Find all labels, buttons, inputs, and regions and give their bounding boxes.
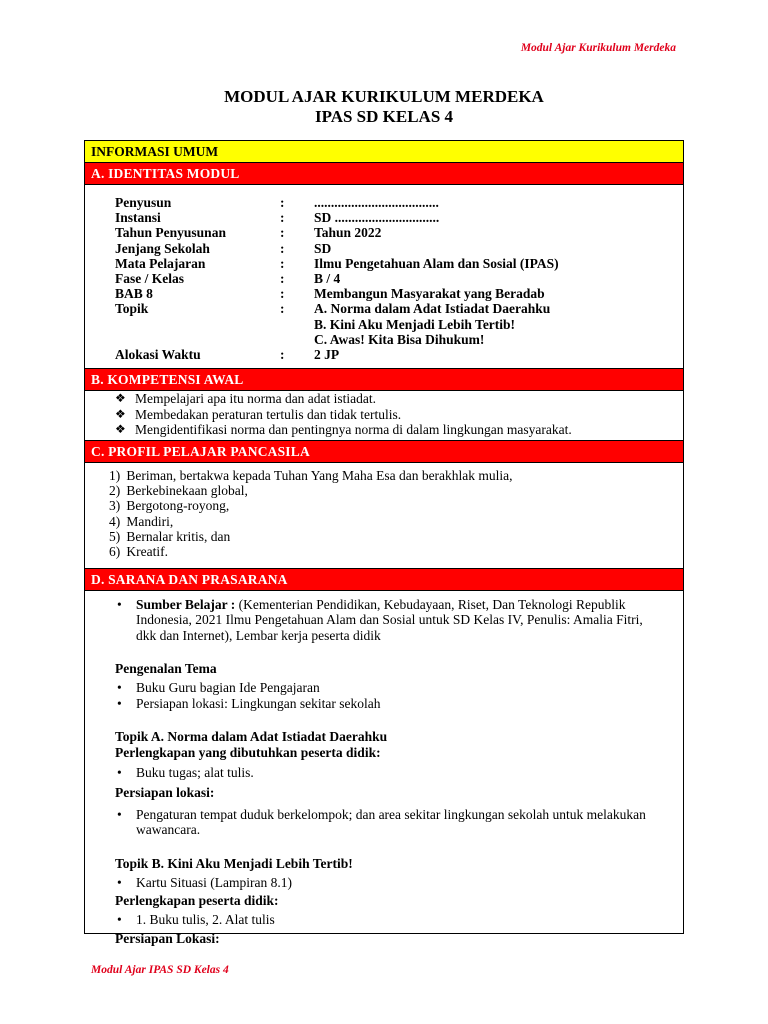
topik-b-heading: Topik B. Kini Aku Menjadi Lebih Tertib! — [115, 855, 353, 871]
list-item: ❖ Mengidentifikasi norma dan pentingnya norma di dalam lingkungan masyarakat. — [115, 422, 572, 438]
identitas-row: C. Awas! Kita Bisa Dihukum! — [314, 331, 485, 347]
list-item: • Kartu Situasi (Lampiran 8.1) — [117, 874, 292, 890]
list-item: • Buku Guru bagian Ide Pengajaran — [117, 680, 320, 696]
identitas-row: Jenjang Sekolah : SD — [115, 240, 332, 256]
identitas-row-alokasi: Alokasi Waktu : 2 JP — [115, 347, 340, 363]
list-item: 3) Bergotong-royong, — [109, 498, 230, 514]
section-identitas-modul: A. IDENTITAS MODUL — [85, 163, 683, 185]
module-table — [84, 140, 684, 946]
list-item: 1) Beriman, bertakwa kepada Tuhan Yang Maha Esa dan berakhlak mulia, — [109, 467, 513, 483]
running-header: Modul Ajar Kurikulum Merdeka — [520, 42, 676, 54]
list-item: • Sumber Belajar : (Kementerian Pendidikan, Kebudayaan, Riset, Dan Teknologi Republik Indonesia, 2021 Ilmu Pengetahuan Alam dan Sosial untuk SD Kelas IV, Penulis: Amalia Fitri, dkk dan Internet), Lembar kerja peserta didik — [117, 596, 643, 643]
document-title — [0, 87, 768, 127]
list-item: ❖ Membedakan peraturan tertulis dan tidak tertulis. — [115, 406, 402, 422]
list-item: 4) Mandiri, — [109, 513, 174, 529]
identitas-row: Fase / Kelas : B / 4 — [115, 271, 341, 287]
sumber-belajar-text: (Kementerian Pendidikan, Kebudayaan, Riset, Dan Teknologi Republik Indonesia, 2021 Ilmu Pengetahuan Alam dan Sosial untuk SD Kelas IV, Penulis: Amalia Fitri, dkk dan Internet), Lembar kerja peserta didik — [136, 596, 643, 643]
list-item: • Persiapan lokasi: Lingkungan sekitar sekolah — [117, 695, 381, 711]
section-informasi-umum: INFORMASI UMUM — [85, 141, 683, 163]
list-item: 2) Berkebinekaan global, — [109, 483, 248, 499]
section-sarana-prasarana: D. SARANA DAN PRASARANA — [85, 568, 683, 591]
identitas-row: Penyusun : ..................................... — [115, 195, 439, 210]
identitas-row: Mata Pelajaran : Ilmu Pengetahuan Alam dan Sosial (IPAS) — [115, 255, 559, 271]
sumber-belajar-label: Sumber Belajar : — [136, 596, 236, 612]
topik-a-perlengkapan-heading: Perlengkapan yang dibutuhkan peserta didik: — [115, 745, 381, 761]
kompetensi-list — [85, 391, 683, 440]
section-profil-pelajar: C. PROFIL PELAJAR PANCASILA — [85, 440, 683, 463]
title-line-1: MODUL AJAR KURIKULUM MERDEKA — [224, 87, 544, 106]
identitas-row: BAB 8 : Membangun Masyarakat yang Beradab — [115, 286, 545, 302]
topik-a-heading: Topik A. Norma dalam Adat Istiadat Daerahku — [115, 729, 388, 745]
list-item: • Pengaturan tempat duduk berkelompok; dan area sekitar lingkungan sekolah untuk melakukan wawancara. — [117, 806, 646, 838]
list-item: • 1. Buku tulis, 2. Alat tulis — [117, 912, 275, 928]
topik-a-lokasi-heading: Persiapan lokasi: — [115, 784, 215, 800]
identitas-row: B. Kini Aku Menjadi Lebih Tertib! — [314, 316, 516, 332]
identitas-row: Instansi : SD ............................... — [115, 210, 440, 226]
list-item: 5) Bernalar kritis, dan — [109, 528, 231, 544]
list-item: 6) Kreatif. — [109, 544, 168, 560]
profil-list — [85, 463, 683, 568]
pengenalan-tema-heading: Pengenalan Tema — [115, 661, 217, 677]
identitas-block — [85, 185, 683, 368]
topik-b-perlengkapan-heading: Perlengkapan peserta didik: — [115, 893, 279, 909]
title-line-2: IPAS SD KELAS 4 — [314, 107, 454, 126]
list-item: ❖ Mempelajari apa itu norma dan adat istiadat. — [115, 391, 377, 407]
section-kompetensi-awal: B. KOMPETENSI AWAL — [85, 368, 683, 391]
sarana-block — [85, 591, 683, 947]
running-footer: Modul Ajar IPAS SD Kelas 4 — [91, 964, 229, 976]
identitas-row: Tahun Penyusunan : Tahun 2022 — [115, 225, 382, 241]
topik-b-lokasi-heading: Persiapan Lokasi: — [115, 930, 220, 946]
list-item: • Buku tugas; alat tulis. — [117, 765, 254, 781]
identitas-row: Topik : A. Norma dalam Adat Istiadat Daerahku — [115, 301, 551, 317]
